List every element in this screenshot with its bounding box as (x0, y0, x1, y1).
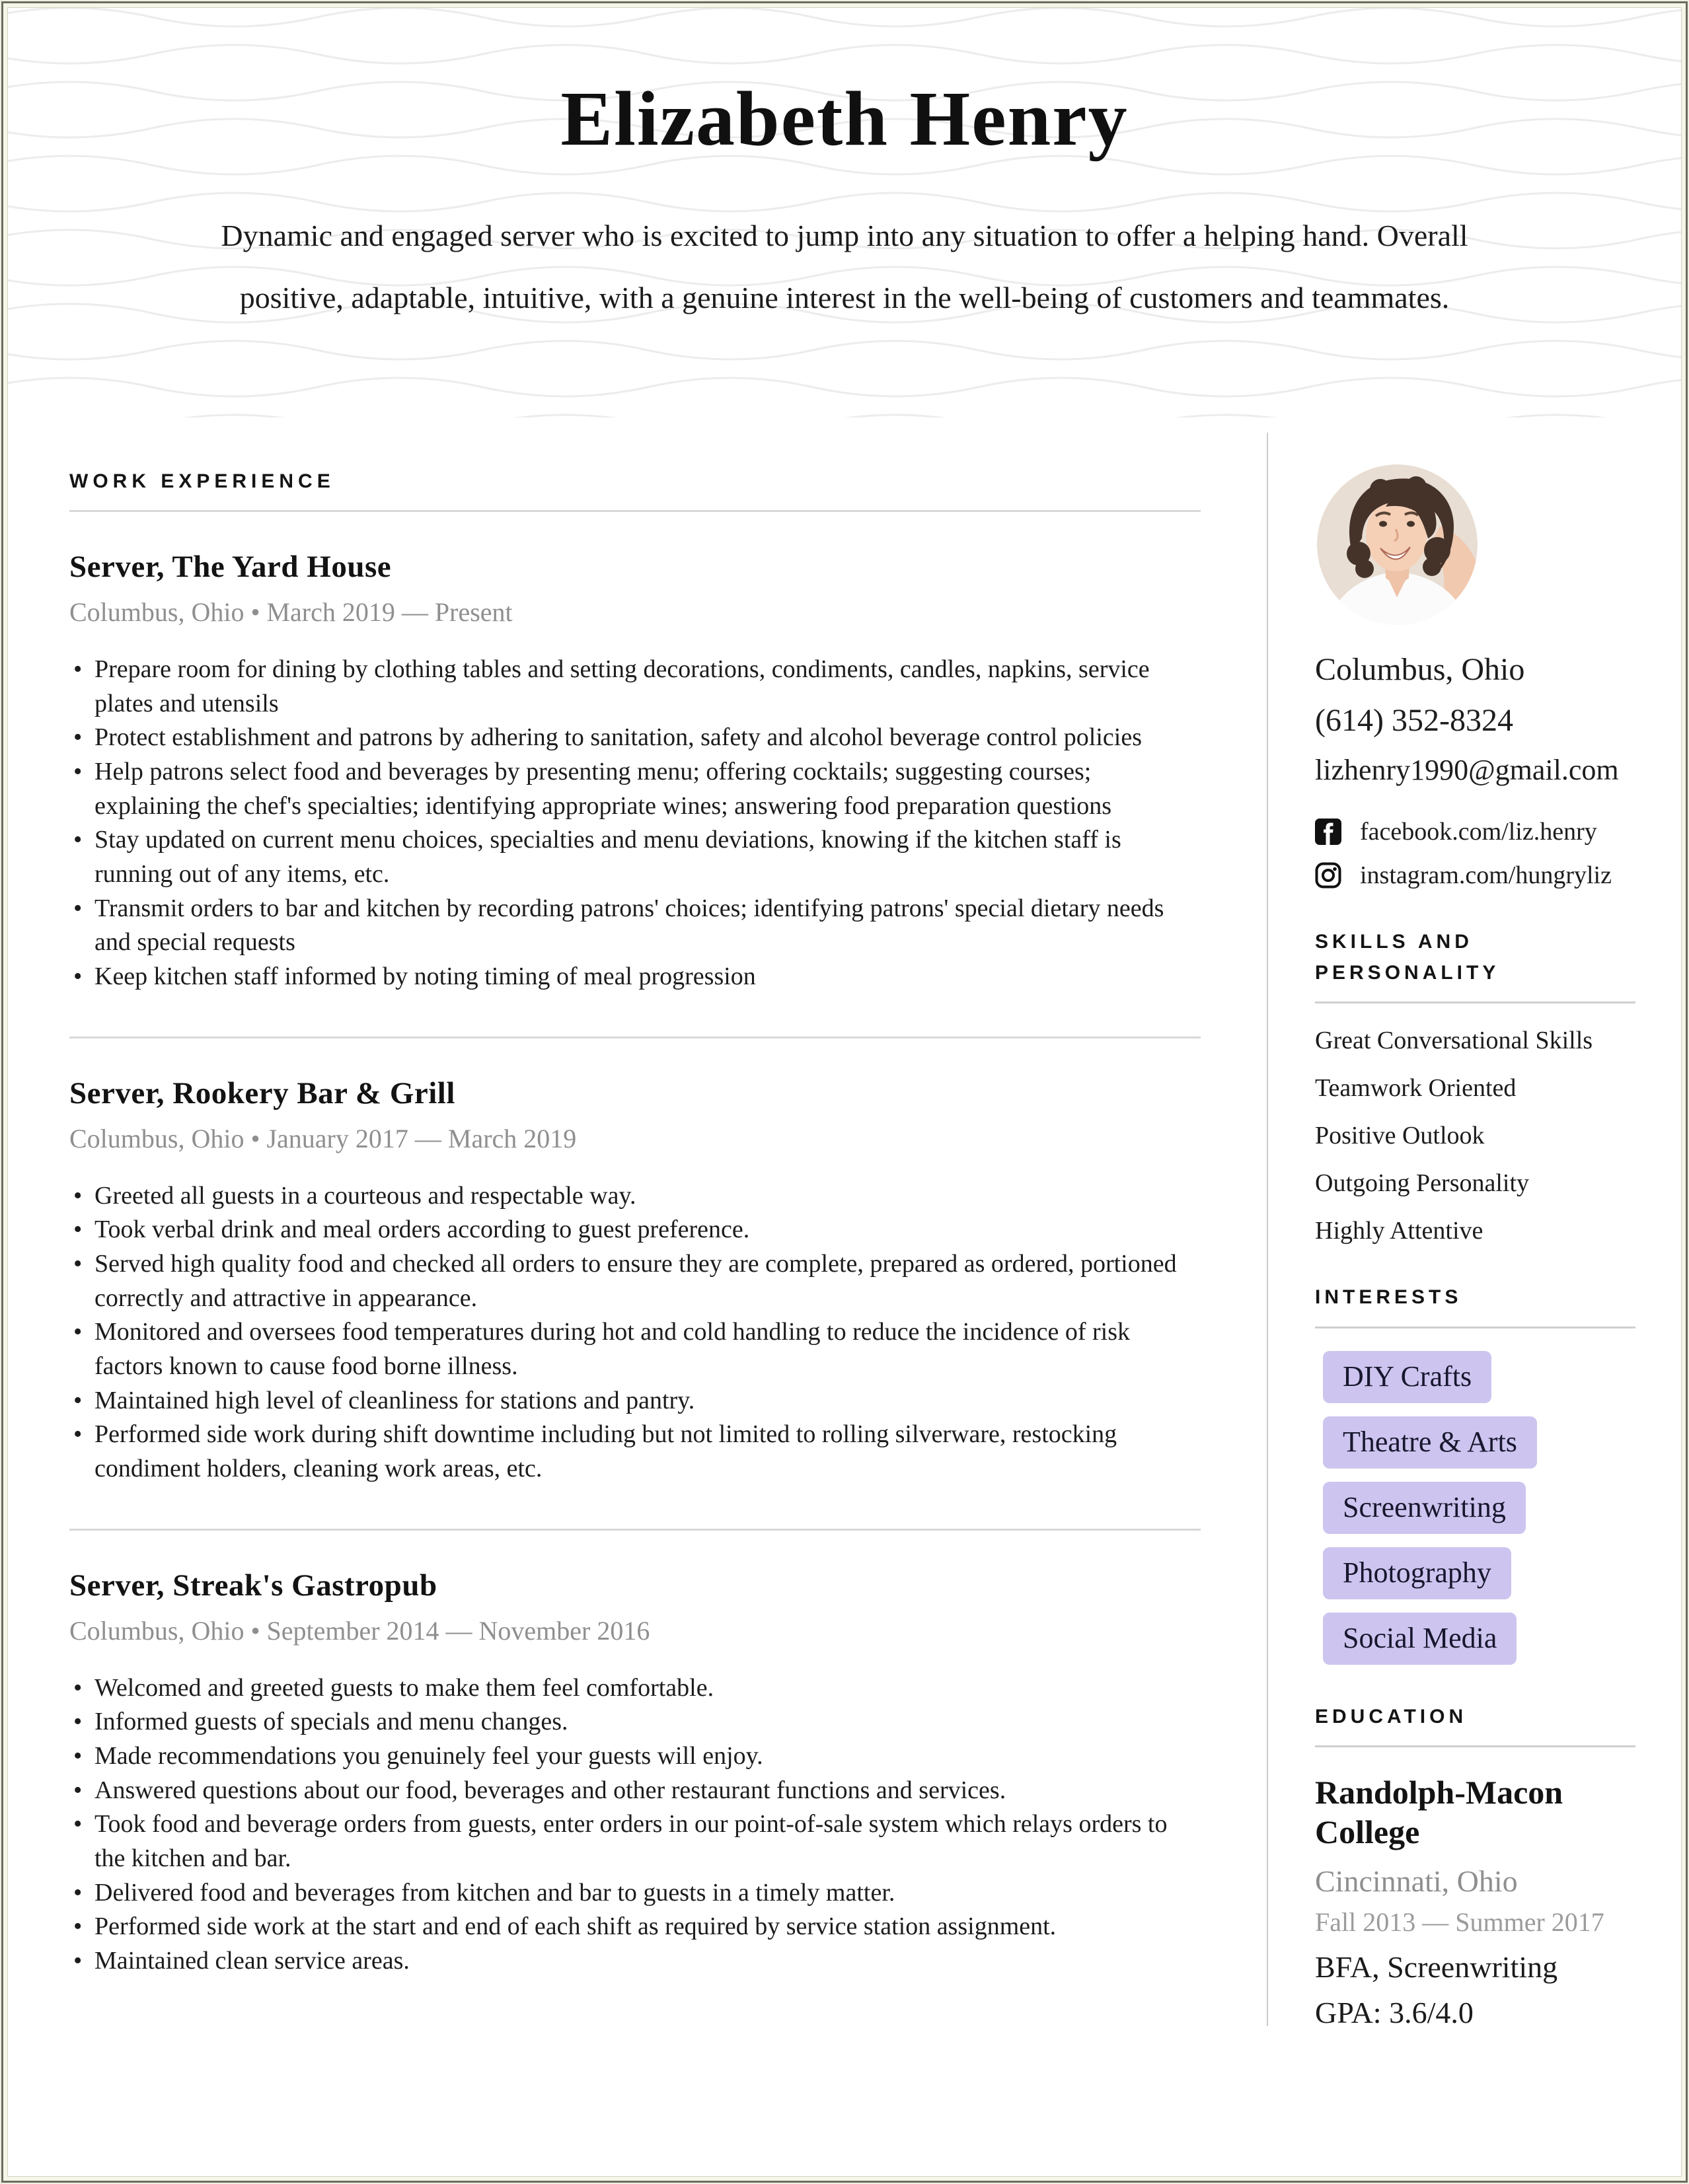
bullet-item: • Served high quality food and checked all orders to ensure they are complete, prepared as ordered, portioned correctly and attractive in appearance. (69, 1247, 1201, 1315)
job-title: Server, The Yard House (69, 550, 392, 584)
job-entry (69, 1075, 1201, 1486)
skill-item: Positive Outlook (1315, 1122, 1485, 1149)
job-entry (69, 1568, 1201, 1979)
job-divider (69, 1037, 1201, 1038)
instagram-link[interactable] (1315, 861, 1659, 890)
facebook-icon (1315, 819, 1341, 845)
job-meta: Columbus, Ohio • September 2014 — November 2016 (69, 1615, 650, 1646)
bullet-item: • Informed guests of specials and menu changes. (69, 1705, 1201, 1739)
column-divider (1267, 433, 1268, 2026)
education-gpa: GPA: 3.6/4.0 (1315, 1996, 1474, 2029)
education-school: Randolph-Macon College (1315, 1774, 1563, 1850)
work-experience-section (69, 470, 1201, 1979)
job-title: Server, Rookery Bar & Grill (69, 1075, 455, 1110)
interest-tags (1315, 1351, 1659, 1665)
section-label-work-experience: WORK EXPERIENCE (69, 470, 335, 492)
education-degree: BFA, Screenwriting (1315, 1950, 1558, 1984)
skill-item: Teamwork Oriented (1315, 1074, 1517, 1102)
page-title: Elizabeth Henry (560, 75, 1129, 162)
bullet-item: • Maintained high level of cleanliness for stations and pantry. (69, 1384, 1201, 1418)
bullet-item: • Performed side work during shift downtime including but not limited to rolling silverware, restocking condiment holders, cleaning work areas, etc. (69, 1418, 1201, 1486)
bullet-item: • Help patrons select food and beverages by presenting menu; offering cocktails; suggesting courses; explaining the chef's specialties; identifying appropriate wines; answering food preparation questions (69, 755, 1201, 823)
bullet-item: • Made recommendations you genuinely feel your guests will enjoy. (69, 1739, 1201, 1774)
bullet-item: • Maintained clean service areas. (69, 1944, 1201, 1979)
resume-header (0, 0, 1689, 328)
interest-tag: Photography (1323, 1547, 1511, 1599)
job-bullets (69, 1671, 1201, 1979)
education-dates: Fall 2013 — Summer 2017 (1315, 1907, 1604, 1937)
job-divider (69, 1529, 1201, 1531)
bullet-item: • Performed side work at the start and end of each shift as required by service station assignment. (69, 1910, 1201, 1944)
bullet-item: • Keep kitchen staff informed by noting timing of meal progression (69, 960, 1201, 994)
social-links (1315, 817, 1659, 890)
skill-item: Outgoing Personality (1315, 1169, 1530, 1197)
contact-phone: (614) 352-8324 (1315, 703, 1513, 738)
section-label-education: EDUCATION (1315, 1705, 1468, 1728)
facebook-handle[interactable]: facebook.com/liz.henry (1360, 818, 1597, 846)
job-bullets (69, 1179, 1201, 1486)
bullet-item: • Protect establishment and patrons by adhering to sanitation, safety and alcohol beverage control policies (69, 721, 1201, 755)
job-entry (69, 549, 1201, 994)
job-title: Server, Streak's Gastropub (69, 1568, 437, 1603)
interest-tag: Social Media (1323, 1613, 1517, 1665)
sidebar (1315, 464, 1659, 2030)
education-section (1315, 1702, 1659, 2031)
contact-email[interactable]: lizhenry1990@gmail.com (1315, 754, 1619, 786)
bullet-item: • Took verbal drink and meal orders according to guest preference. (69, 1213, 1201, 1247)
contact-location: Columbus, Ohio (1315, 652, 1525, 687)
bullet-item: • Prepare room for dining by clothing tables and setting decorations, condiments, candles, napkins, service plates and utensils (69, 653, 1201, 721)
bullet-item: • Transmit orders to bar and kitchen by recording patrons' choices; identifying patrons' special dietary needs and special requests (69, 892, 1201, 960)
bullet-item: • Delivered food and beverages from kitchen and bar to guests in a timely matter. (69, 1876, 1201, 1911)
bullet-item: • Stay updated on current menu choices, specialties and menu deviations, knowing if the kitchen staff is running out of any items, etc. (69, 823, 1201, 891)
contact-block (1315, 651, 1659, 787)
skills-list (1315, 1026, 1659, 1245)
summary-text: Dynamic and engaged server who is excited to jump into any situation to offer a helping hand. Overall positive, adaptable, intuitive, with a genuine interest in the well-being of customers and teammates. (221, 218, 1468, 314)
interest-tag: DIY Crafts (1323, 1351, 1491, 1403)
bullet-item: • Answered questions about our food, beverages and other restaurant functions and services. (69, 1774, 1201, 1808)
skill-item: Great Conversational Skills (1315, 1027, 1593, 1054)
bullet-item: • Greeted all guests in a courteous and respectable way. (69, 1179, 1201, 1214)
bullet-item: • Monitored and oversees food temperatures during hot and cold handling to reduce the incidence of risk factors known to cause food borne illness. (69, 1315, 1201, 1383)
section-rule (1315, 1001, 1635, 1003)
interest-tag: Screenwriting (1323, 1482, 1526, 1534)
job-meta: Columbus, Ohio • March 2019 — Present (69, 597, 513, 627)
skill-item: Highly Attentive (1315, 1217, 1483, 1245)
section-label-skills: SKILLS AND PERSONALITY (1315, 931, 1500, 984)
bullet-item: • Took food and beverage orders from guests, enter orders in our point-of-sale system which relays orders to the kitchen and bar. (69, 1807, 1201, 1875)
job-bullets (69, 653, 1201, 994)
interest-tag: Theatre & Arts (1323, 1416, 1537, 1469)
section-rule (1315, 1327, 1635, 1329)
section-rule (1315, 1745, 1635, 1747)
section-label-interests: INTERESTS (1315, 1286, 1462, 1308)
education-location: Cincinnati, Ohio (1315, 1864, 1518, 1898)
instagram-handle[interactable]: instagram.com/hungryliz (1360, 861, 1612, 889)
job-meta: Columbus, Ohio • January 2017 — March 2019 (69, 1123, 577, 1153)
facebook-link[interactable] (1315, 817, 1659, 846)
section-rule (69, 510, 1201, 512)
profile-photo (1317, 464, 1478, 625)
bullet-item: • Welcomed and greeted guests to make them feel comfortable. (69, 1671, 1201, 1706)
instagram-icon (1315, 862, 1341, 889)
